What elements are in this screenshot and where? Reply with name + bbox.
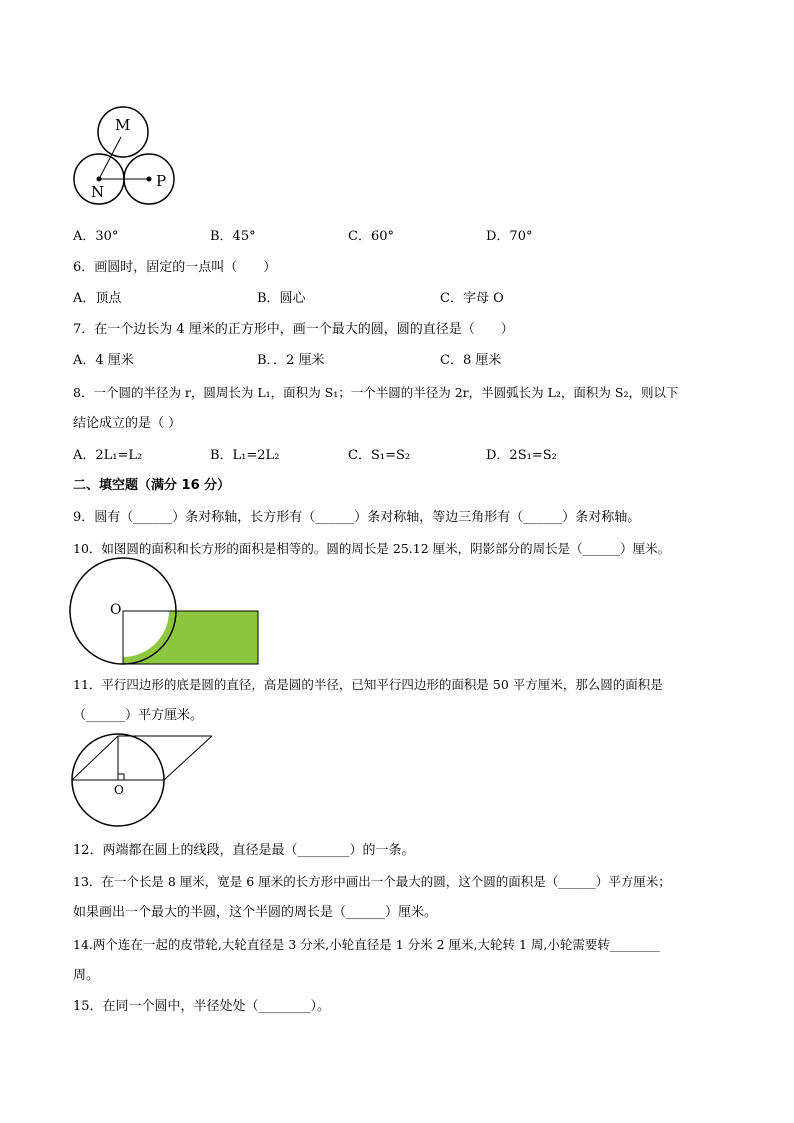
q8-stem-line1: 8．一个圆的半径为 r，圆周长为 L₁，面积为 S₁；一个半圆的半径为 2r，半圆弧长为 L₂，面积为 S₂，则以下 <box>73 385 679 400</box>
q10-center-label: O <box>110 602 122 618</box>
parallelogram-left-side <box>72 736 118 780</box>
q8-option-d: D．2S₁=S₂ <box>486 448 557 463</box>
q5-option-d: D．70° <box>486 229 533 244</box>
label-m: M <box>115 116 131 134</box>
three-circles-figure <box>72 104 172 208</box>
segment-mn <box>99 137 121 179</box>
q5-option-b: B．45° <box>210 229 256 244</box>
q11-text-line1: 11．平行四边形的底是圆的直径，高是圆的半径，已知平行四边形的面积是 50 平方厘米，那么圆的面积是 <box>73 677 663 692</box>
q12-text: 12．两端都在圆上的线段，直径是最（________）的一条。 <box>73 843 415 858</box>
q13-text-line2: 如果画出一个最大的半圆，这个半圆的周长是（______）厘米。 <box>73 905 438 920</box>
q7-option-a: A．4 厘米 <box>73 353 134 368</box>
label-n: N <box>91 183 105 201</box>
section-2-title: 二、填空题（满分 16 分） <box>73 478 231 493</box>
parallelogram-right-side <box>164 736 212 780</box>
q14-text-line2: 周。 <box>73 968 100 983</box>
point-p <box>147 177 152 182</box>
q5-option-a: A．30° <box>73 229 119 244</box>
q6-stem: 6．画圆时，固定的一点叫（ ） <box>73 260 277 275</box>
q9-text: 9．圆有（______）条对称轴，长方形有（______）条对称轴，等边三角形有（______）条对称轴。 <box>73 510 641 525</box>
q7-option-b: B．．2 厘米 <box>257 353 325 368</box>
q11-center-label: O <box>114 783 124 797</box>
right-angle-mark <box>118 774 124 780</box>
q11-figure <box>72 736 214 832</box>
q11-text-line2: （______）平方厘米。 <box>73 708 204 723</box>
q10-figure <box>72 578 262 668</box>
q15-text: 15．在同一个圆中，半径处处（________）。 <box>73 999 331 1014</box>
q8-stem-line2: 结论成立的是（ ） <box>73 416 182 431</box>
point-n <box>97 177 102 182</box>
label-p: P <box>156 172 167 190</box>
q6-option-a: A．顶点 <box>73 291 122 306</box>
q8-option-a: A．2L₁=L₂ <box>73 448 143 463</box>
q7-stem: 7．在一个边长为 4 厘米的正方形中，画一个最大的圆，圆的直径是（ ） <box>73 322 514 337</box>
q5-option-c: C．60° <box>348 229 394 244</box>
q8-option-b: B．L₁=2L₂ <box>210 448 280 463</box>
q6-option-b: B．圆心 <box>257 291 306 306</box>
q13-text-line1: 13．在一个长是 8 厘米，宽是 6 厘米的长方形中画出一个最大的圆，这个圆的面积是（______）平方厘米； <box>73 874 671 889</box>
q8-option-c: C．S₁=S₂ <box>348 448 411 463</box>
q14-text-line1: 14.两个连在一起的皮带轮,大轮直径是 3 分米,小轮直径是 1 分米 2 厘米,大轮转 1 周,小轮需要转________ <box>73 937 660 952</box>
q7-option-c: C．8 厘米 <box>440 353 502 368</box>
q6-option-c: C．字母 O <box>440 291 504 306</box>
q10-text: 10．如图圆的面积和长方形的面积是相等的。圆的周长是 25.12 厘米，阴影部分的周长是（______）厘米。 <box>73 541 671 556</box>
